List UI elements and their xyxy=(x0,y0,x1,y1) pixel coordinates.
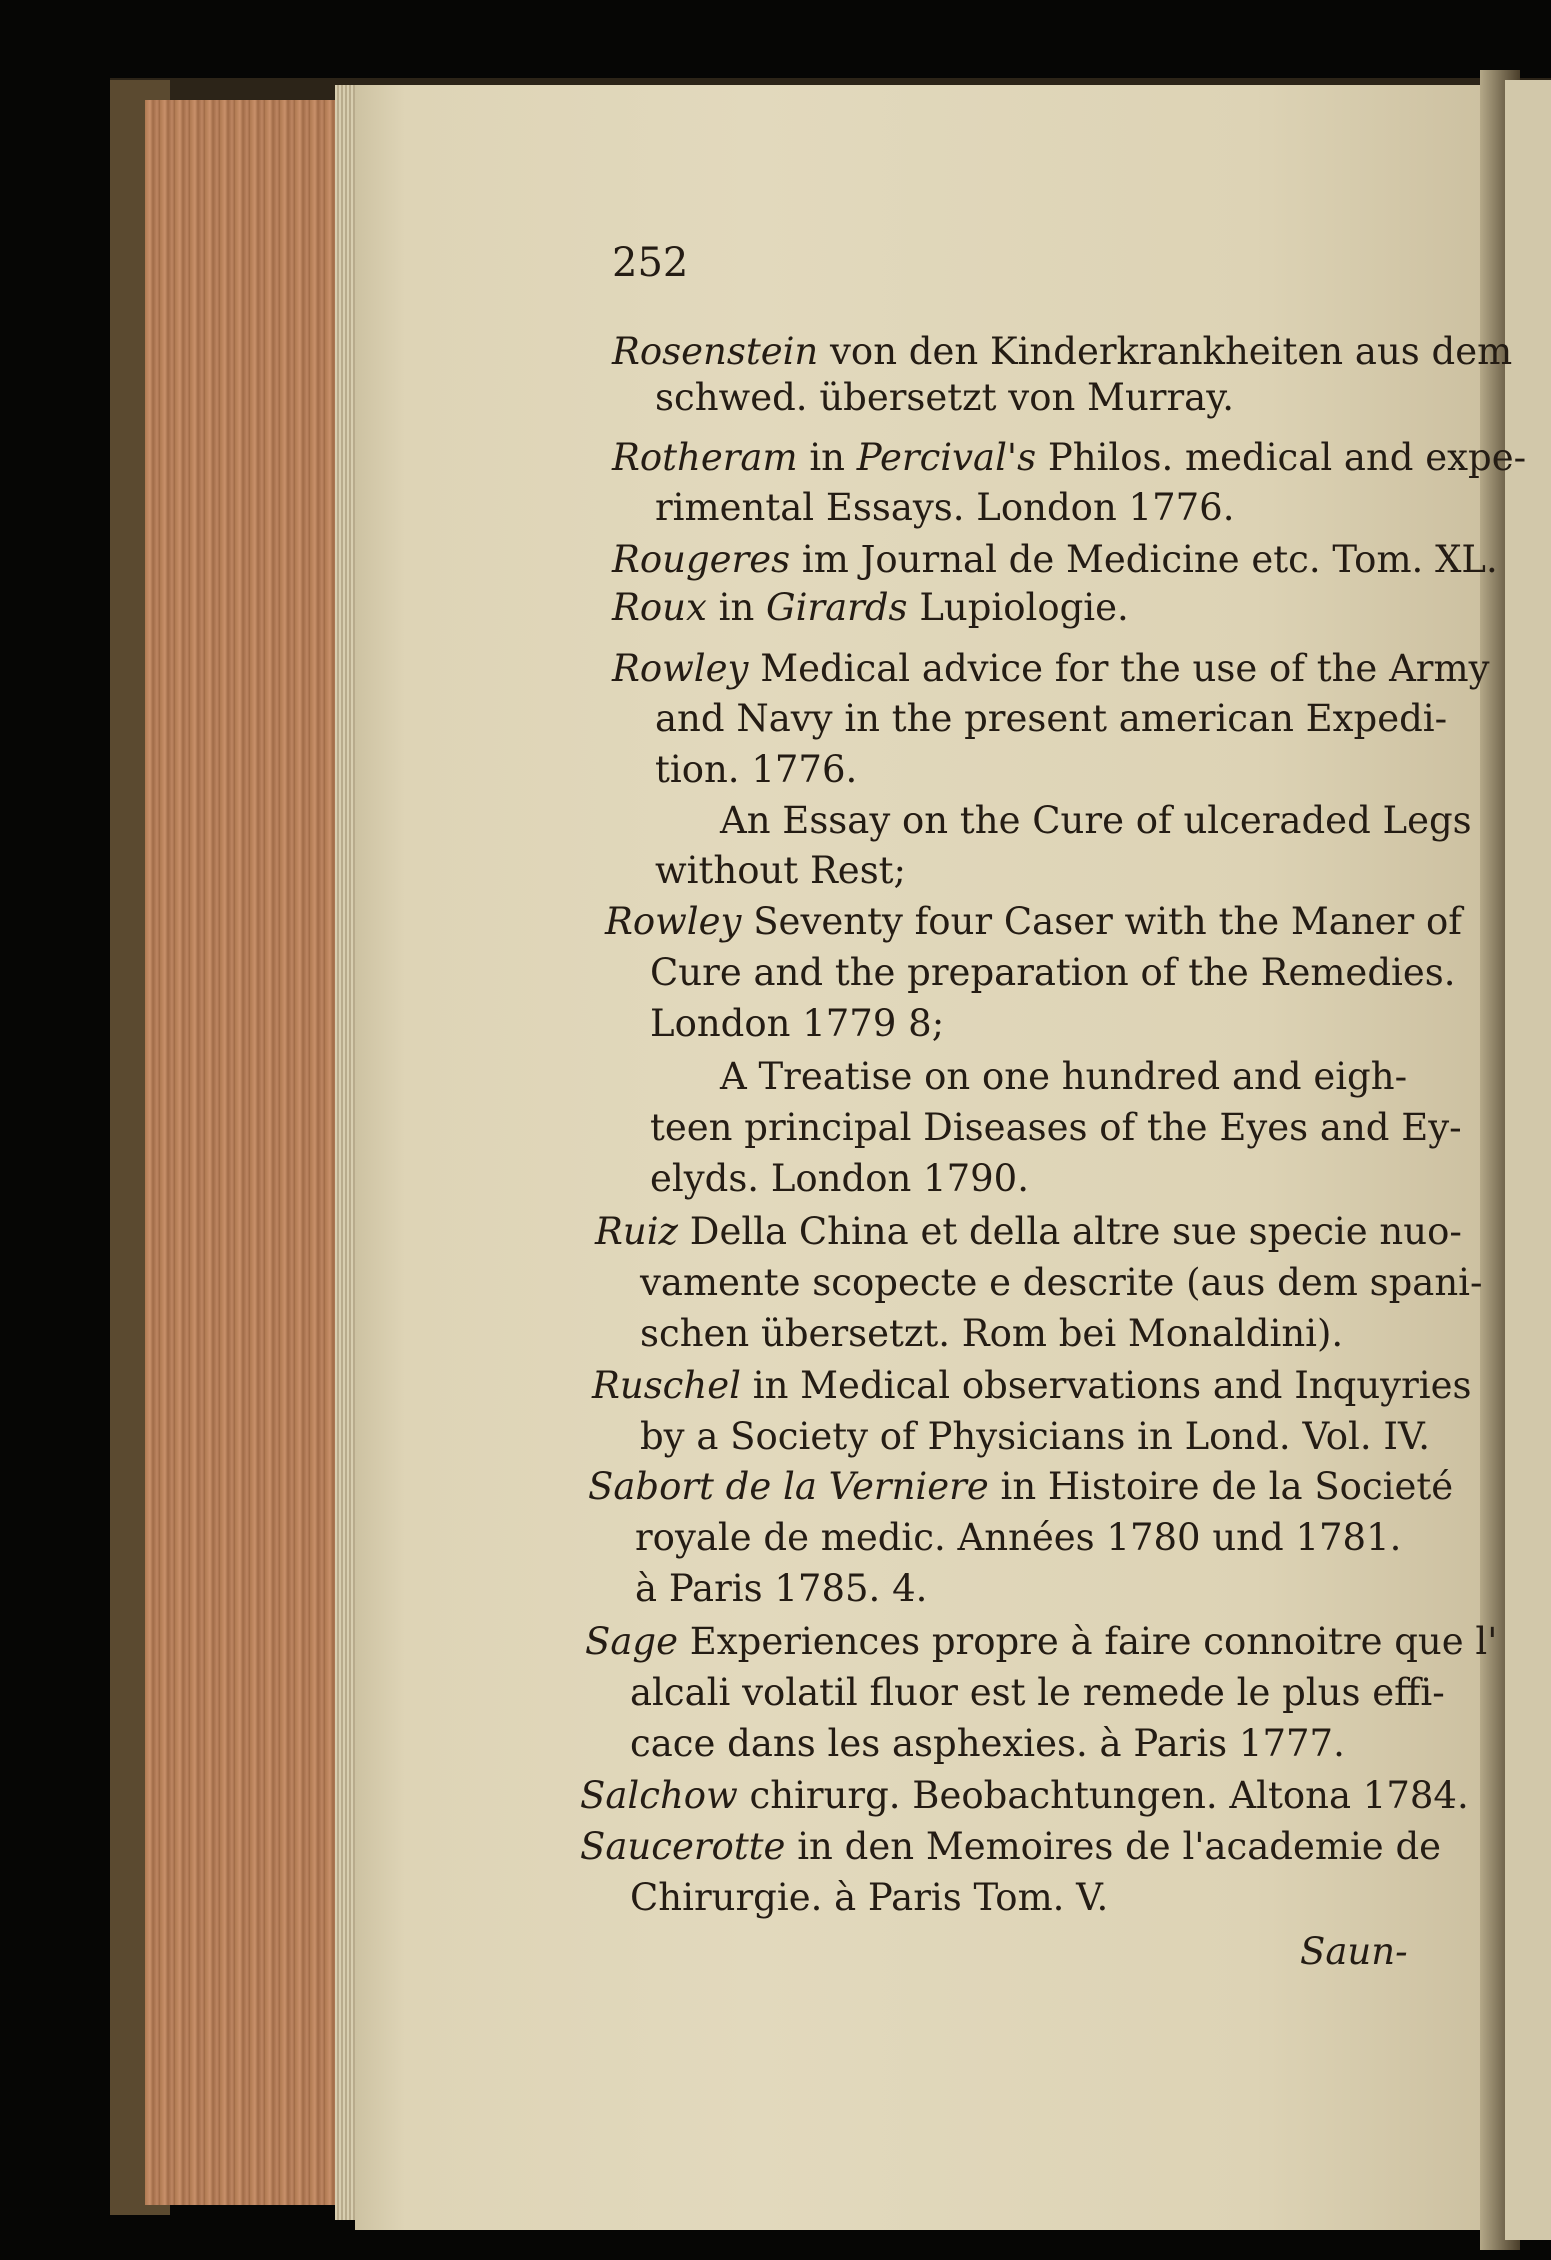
entry-line: A Treatise on one hundred and eigh- xyxy=(720,1055,1408,1098)
entry-line: without Rest; xyxy=(655,849,907,892)
entry-line: An Essay on the Cure of ulceraded Legs xyxy=(720,799,1472,842)
entry-line: Rougeres im Journal de Medicine etc. Tom. XL. xyxy=(612,538,1498,581)
entry-line: alcali volatil fluor est le remede le plus effi- xyxy=(630,1671,1445,1714)
entry-line: London 1779 8; xyxy=(650,1002,945,1045)
entry-line: Rosenstein von den Kinderkrankheiten aus dem xyxy=(612,330,1513,373)
entry-line: Sage Experiences propre à faire connoitre que l' xyxy=(585,1620,1498,1663)
entry-line: vamente scopecte e descrite (aus dem spani- xyxy=(640,1261,1483,1304)
entry-line: rimental Essays. London 1776. xyxy=(655,486,1235,529)
page-number: 252 xyxy=(612,240,689,286)
entry-line: Saucerotte in den Memoires de l'academie de xyxy=(580,1825,1442,1868)
entry-line: Rotheram in Percival's Philos. medical and expe- xyxy=(612,436,1527,479)
entry-line: cace dans les asphexies. à Paris 1777. xyxy=(630,1722,1345,1765)
catchword: Saun- xyxy=(1300,1930,1408,1973)
entry-line: teen principal Diseases of the Eyes and Ey- xyxy=(650,1106,1462,1149)
entry-line: by a Society of Physicians in Lond. Vol. IV. xyxy=(640,1415,1431,1458)
entry-line: Sabort de la Verniere in Histoire de la Societé xyxy=(588,1465,1454,1508)
entry-line: Ruschel in Medical observations and Inquyries xyxy=(592,1364,1472,1407)
entry-line: Cure and the preparation of the Remedies. xyxy=(650,951,1456,994)
entry-line: schwed. übersetzt von Murray. xyxy=(655,376,1234,419)
entry-line: Chirurgie. à Paris Tom. V. xyxy=(630,1876,1109,1919)
entry-line: schen übersetzt. Rom bei Monaldini). xyxy=(640,1312,1344,1355)
entry-line: elyds. London 1790. xyxy=(650,1157,1029,1200)
entry-line: tion. 1776. xyxy=(655,748,858,791)
entry-line: Salchow chirurg. Beobachtungen. Altona 1784. xyxy=(580,1774,1469,1817)
entry-line: Rowley Seventy four Caser with the Maner of xyxy=(605,900,1462,943)
entry-line: Rowley Medical advice for the use of the Army xyxy=(612,647,1490,690)
entry-line: royale de medic. Années 1780 und 1781. xyxy=(635,1516,1402,1559)
entry-line: à Paris 1785. 4. xyxy=(635,1567,928,1610)
entry-line: Ruiz Della China et della altre sue specie nuo- xyxy=(595,1210,1462,1253)
entry-line: and Navy in the present american Expedi- xyxy=(655,697,1448,740)
entry-line: Roux in Girards Lupiologie. xyxy=(612,586,1129,629)
